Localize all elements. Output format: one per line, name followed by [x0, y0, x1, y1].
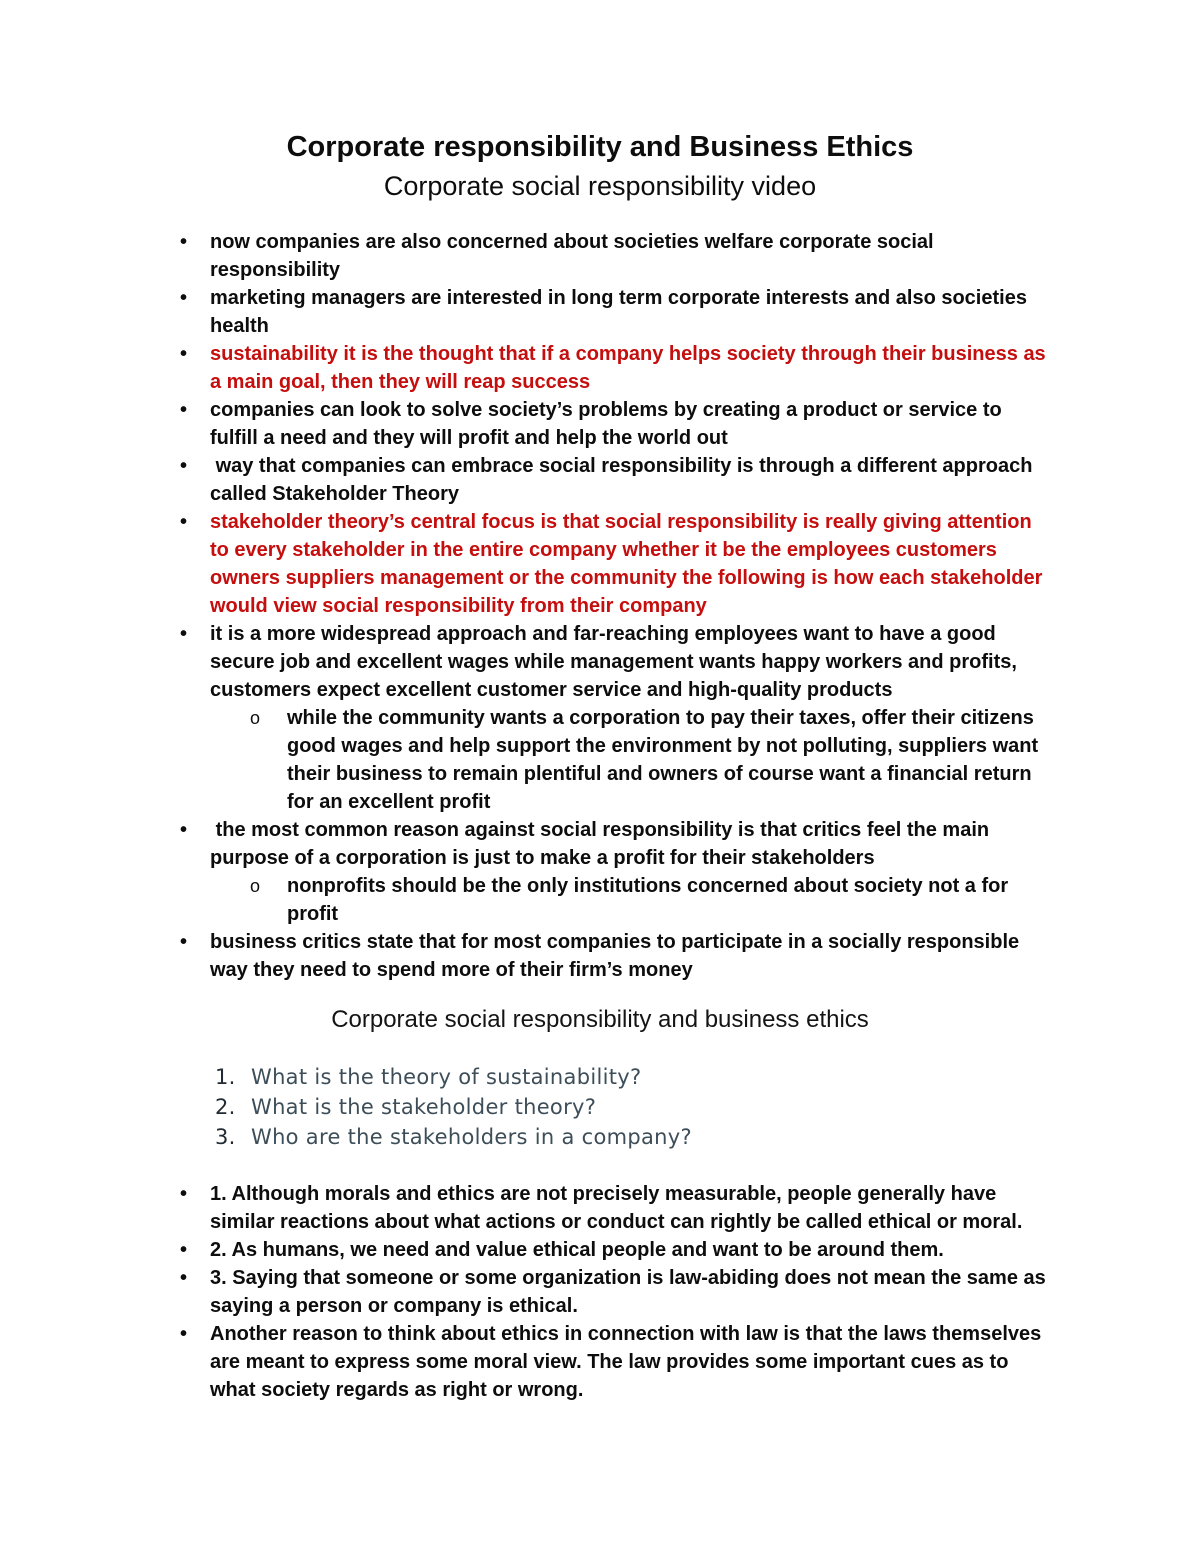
bullet-marker: • [180, 343, 188, 365]
bullet-text: 3. Saying that someone or some organization is law-abiding does not mean the same as saying a person or company is ethical. [210, 1267, 1052, 1317]
list-item [180, 284, 1055, 340]
bullet-marker: • [180, 1323, 188, 1345]
bullet-marker: • [180, 287, 188, 309]
question-number: 2. [215, 1095, 236, 1119]
question-text: Who are the stakeholders in a company? [251, 1125, 692, 1149]
sub-bullet-marker: o [250, 876, 261, 896]
list-item [180, 228, 1055, 284]
bullet-text: 1. Although morals and ethics are not precisely measurable, people generally have similar reactions about what actions or conduct can rightly be called ethical or moral. [210, 1183, 1023, 1233]
bullet-text: marketing managers are interested in long term corporate interests and also societies health [210, 287, 1033, 337]
list-item [180, 452, 1055, 508]
question-item [215, 1122, 1055, 1152]
question-text: What is the theory of sustainability? [251, 1065, 642, 1089]
bullet-text: it is a more widespread approach and far-reaching employees want to have a good secure job and excellent wages while management wants happy workers and profits, customers expect excellent customer service and high-quality products [210, 623, 1023, 701]
bullet-text: business critics state that for most companies to participate in a socially responsible way they need to spend more of their firm’s money [210, 931, 1025, 981]
list-item [180, 816, 1055, 872]
list-item [250, 872, 1055, 928]
bullet-marker: • [180, 1183, 188, 1205]
document-subtitle: Corporate social responsibility video [383, 171, 817, 201]
bullet-text: Another reason to think about ethics in connection with law is that the laws themselves are meant to express some moral view. The law provides some important cues as to what society regards as right or wrong. [210, 1323, 1047, 1401]
question-number: 3. [215, 1125, 236, 1149]
bullet-marker: • [180, 1239, 188, 1261]
bullet-marker: • [180, 231, 188, 253]
list-item [180, 508, 1055, 620]
question-list [215, 1062, 1055, 1152]
section-heading: Corporate social responsibility and business ethics [331, 1006, 869, 1033]
bullet-text: while the community wants a corporation to pay their taxes, offer their citizens good wages and help support the environment by not polluting, suppliers want their business to remain plentiful and owners of course want a financial return for an excellent profit [287, 707, 1044, 813]
list-item [180, 1320, 1055, 1404]
sub-bullet-marker: o [250, 708, 261, 728]
question-item [215, 1092, 1055, 1122]
bullet-text: nonprofits should be the only institutions concerned about society not a for profit [287, 875, 1014, 925]
bullet-marker: • [180, 819, 188, 841]
list-item [250, 704, 1055, 816]
list-item [180, 1236, 1055, 1264]
bullet-marker: • [180, 455, 188, 477]
bottom-bullet-list [180, 1180, 1055, 1404]
document-title: Corporate responsibility and Business Ethics [286, 131, 914, 163]
question-number: 1. [215, 1065, 236, 1089]
list-item [180, 340, 1055, 396]
bullet-marker: • [180, 511, 188, 533]
question-text: What is the stakeholder theory? [251, 1095, 597, 1119]
question-item [215, 1062, 1055, 1092]
bullet-text: sustainability it is the thought that if a company helps society through their business as a main goal, then they will reap success [210, 343, 1052, 393]
list-item [180, 928, 1055, 984]
main-bullet-list [180, 228, 1055, 984]
list-item [180, 620, 1055, 704]
bullet-marker: • [180, 1267, 188, 1289]
bullet-marker: • [180, 623, 188, 645]
bullet-marker: • [180, 399, 188, 421]
list-item [180, 1264, 1055, 1320]
bullet-marker: • [180, 931, 188, 953]
list-item [180, 396, 1055, 452]
bullet-text: now companies are also concerned about societies welfare corporate social responsibility [210, 231, 940, 281]
bullet-text: stakeholder theory’s central focus is that social responsibility is really giving attention to every stakeholder in the entire company whether it be the employees customers owners suppliers management or the community the following is how each stakeholder would view social responsibility from their company [210, 511, 1048, 617]
bullet-text: 2. As humans, we need and value ethical people and want to be around them. [210, 1239, 944, 1261]
list-item [180, 1180, 1055, 1236]
bullet-text: way that companies can embrace social responsibility is through a different approach called Stakeholder Theory [210, 455, 1039, 505]
bullet-text: the most common reason against social responsibility is that critics feel the main purpose of a corporation is just to make a profit for their stakeholders [210, 819, 995, 869]
bullet-text: companies can look to solve society’s problems by creating a product or service to fulfill a need and they will profit and help the world out [210, 399, 1008, 449]
